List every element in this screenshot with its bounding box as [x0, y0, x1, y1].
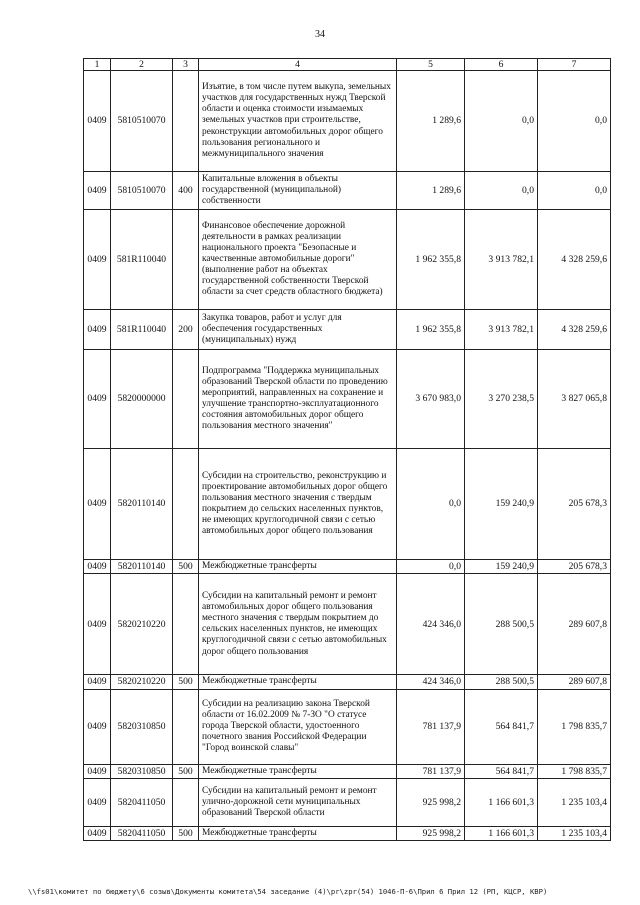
table-row [84, 560, 611, 574]
column-header: 2 [111, 59, 173, 71]
amount-col7: 205 678,3 [538, 449, 611, 560]
amount-col7: 1 235 103,4 [538, 826, 611, 840]
amount-col7: 1 798 835,7 [538, 764, 611, 778]
item-name: Капитальные вложения в объекты государственной (муниципальной) собственности [199, 172, 397, 210]
amount-col7: 3 827 065,8 [538, 350, 611, 449]
expense-type-code: 400 [173, 172, 199, 210]
amount-col5: 424 346,0 [397, 675, 465, 689]
amount-col5: 1 962 355,8 [397, 210, 465, 310]
budget-table [83, 58, 611, 841]
table-row [84, 764, 611, 778]
section-code: 0409 [84, 449, 111, 560]
table-row [84, 574, 611, 675]
amount-col7: 4 328 259,6 [538, 210, 611, 310]
amount-col5: 3 670 983,0 [397, 350, 465, 449]
amount-col7: 0,0 [538, 71, 611, 172]
target-article-code: 5810510070 [111, 71, 173, 172]
table-row [84, 310, 611, 350]
item-name: Изъятие, в том числе путем выкупа, земельных участков для государственных нужд Тверской области и оценка стоимости изымаемых земельных участков при строительстве, реконструкции автомобильных дорог общего пользования регионального и межмуниципального значения [199, 71, 397, 172]
expense-type-code [173, 350, 199, 449]
target-article-code: 5820411050 [111, 826, 173, 840]
target-article-code: 581R110040 [111, 310, 173, 350]
amount-col5: 781 137,9 [397, 764, 465, 778]
expense-type-code [173, 574, 199, 675]
table-row [84, 350, 611, 449]
table-row [84, 689, 611, 764]
amount-col6: 288 500,5 [465, 675, 538, 689]
amount-col5: 1 962 355,8 [397, 310, 465, 350]
expense-type-code: 200 [173, 310, 199, 350]
item-name: Подпрограмма "Поддержка муниципальных образований Тверской области по проведению мероприятий, направленных на сохранение и улучшение транспортно-эксплуатационного состояния автомобильных дорог общего пользования местного значения" [199, 350, 397, 449]
column-header: 7 [538, 59, 611, 71]
item-name: Межбюджетные трансферты [199, 826, 397, 840]
amount-col7: 289 607,8 [538, 675, 611, 689]
target-article-code: 5820411050 [111, 778, 173, 826]
amount-col5: 1 289,6 [397, 71, 465, 172]
table-row [84, 210, 611, 310]
expense-type-code [173, 689, 199, 764]
section-code: 0409 [84, 826, 111, 840]
amount-col7: 4 328 259,6 [538, 310, 611, 350]
target-article-code: 5820210220 [111, 675, 173, 689]
footer-file-path: \\fs01\комитет по бюджету\6 созыв\Документы комитета\54 заседание (4)\pr\zpr(54) 1046-П-6\Прил 6 Прил 12 (РП, КЦСР, КВР) [28, 887, 548, 896]
column-header: 3 [173, 59, 199, 71]
table-row [84, 449, 611, 560]
amount-col6: 0,0 [465, 172, 538, 210]
section-code: 0409 [84, 574, 111, 675]
amount-col5: 925 998,2 [397, 778, 465, 826]
target-article-code: 5810510070 [111, 172, 173, 210]
amount-col7: 1 798 835,7 [538, 689, 611, 764]
expense-type-code [173, 778, 199, 826]
item-name: Финансовое обеспечение дорожной деятельности в рамках реализации национального проекта "Безопасные и качественные автомобильные дороги" (выполнение работ на объектах государственной собственности Тверской области за счет средств областного бюджета) [199, 210, 397, 310]
section-code: 0409 [84, 71, 111, 172]
section-code: 0409 [84, 778, 111, 826]
item-name: Субсидии на капитальный ремонт и ремонт автомобильных дорог общего пользования местного значения с твердым покрытием до сельских населенных пунктов, не имеющих круглогодичной связи с сетью автомобильных дорог общего пользования [199, 574, 397, 675]
expense-type-code: 500 [173, 675, 199, 689]
amount-col5: 424 346,0 [397, 574, 465, 675]
column-header: 6 [465, 59, 538, 71]
section-code: 0409 [84, 689, 111, 764]
item-name: Субсидии на строительство, реконструкцию и проектирование автомобильных дорог общего пользования местного значения с твердым покрытием до сельских населенных пунктов, не имеющих круглогодичной связи с сетью автомобильных дорог общего пользования [199, 449, 397, 560]
section-code: 0409 [84, 210, 111, 310]
table-row [84, 71, 611, 172]
amount-col6: 3 913 782,1 [465, 210, 538, 310]
target-article-code: 5820310850 [111, 764, 173, 778]
section-code: 0409 [84, 675, 111, 689]
expense-type-code: 500 [173, 560, 199, 574]
target-article-code: 5820310850 [111, 689, 173, 764]
amount-col6: 0,0 [465, 71, 538, 172]
expense-type-code [173, 210, 199, 310]
section-code: 0409 [84, 172, 111, 210]
amount-col6: 3 270 238,5 [465, 350, 538, 449]
amount-col5: 781 137,9 [397, 689, 465, 764]
column-header: 4 [199, 59, 397, 71]
expense-type-code: 500 [173, 764, 199, 778]
item-name: Субсидии на капитальный ремонт и ремонт улично-дорожной сети муниципальных образований Тверской области [199, 778, 397, 826]
target-article-code: 5820000000 [111, 350, 173, 449]
section-code: 0409 [84, 764, 111, 778]
item-name: Закупка товаров, работ и услуг для обеспечения государственных (муниципальных) нужд [199, 310, 397, 350]
section-code: 0409 [84, 310, 111, 350]
target-article-code: 5820110140 [111, 449, 173, 560]
amount-col6: 3 913 782,1 [465, 310, 538, 350]
amount-col6: 288 500,5 [465, 574, 538, 675]
column-header: 5 [397, 59, 465, 71]
page-number: 34 [315, 29, 325, 40]
amount-col5: 0,0 [397, 560, 465, 574]
amount-col7: 0,0 [538, 172, 611, 210]
amount-col6: 564 841,7 [465, 764, 538, 778]
item-name: Межбюджетные трансферты [199, 764, 397, 778]
amount-col5: 1 289,6 [397, 172, 465, 210]
table-row [84, 675, 611, 689]
section-code: 0409 [84, 350, 111, 449]
item-name: Межбюджетные трансферты [199, 675, 397, 689]
amount-col7: 1 235 103,4 [538, 778, 611, 826]
amount-col5: 925 998,2 [397, 826, 465, 840]
amount-col6: 159 240,9 [465, 560, 538, 574]
expense-type-code [173, 71, 199, 172]
amount-col7: 205 678,3 [538, 560, 611, 574]
amount-col5: 0,0 [397, 449, 465, 560]
expense-type-code [173, 449, 199, 560]
amount-col7: 289 607,8 [538, 574, 611, 675]
amount-col6: 1 166 601,3 [465, 826, 538, 840]
table-row [84, 778, 611, 826]
table-row [84, 172, 611, 210]
amount-col6: 159 240,9 [465, 449, 538, 560]
expense-type-code: 500 [173, 826, 199, 840]
target-article-code: 5820110140 [111, 560, 173, 574]
column-header: 1 [84, 59, 111, 71]
item-name: Субсидии на реализацию закона Тверской области от 16.02.2009 № 7-ЗО "О статусе города Тверской области, удостоенного почетного звания Российской Федерации "Город воинской славы" [199, 689, 397, 764]
amount-col6: 1 166 601,3 [465, 778, 538, 826]
target-article-code: 5820210220 [111, 574, 173, 675]
table-row [84, 826, 611, 840]
item-name: Межбюджетные трансферты [199, 560, 397, 574]
target-article-code: 581R110040 [111, 210, 173, 310]
section-code: 0409 [84, 560, 111, 574]
table-header-row [84, 59, 611, 71]
amount-col6: 564 841,7 [465, 689, 538, 764]
